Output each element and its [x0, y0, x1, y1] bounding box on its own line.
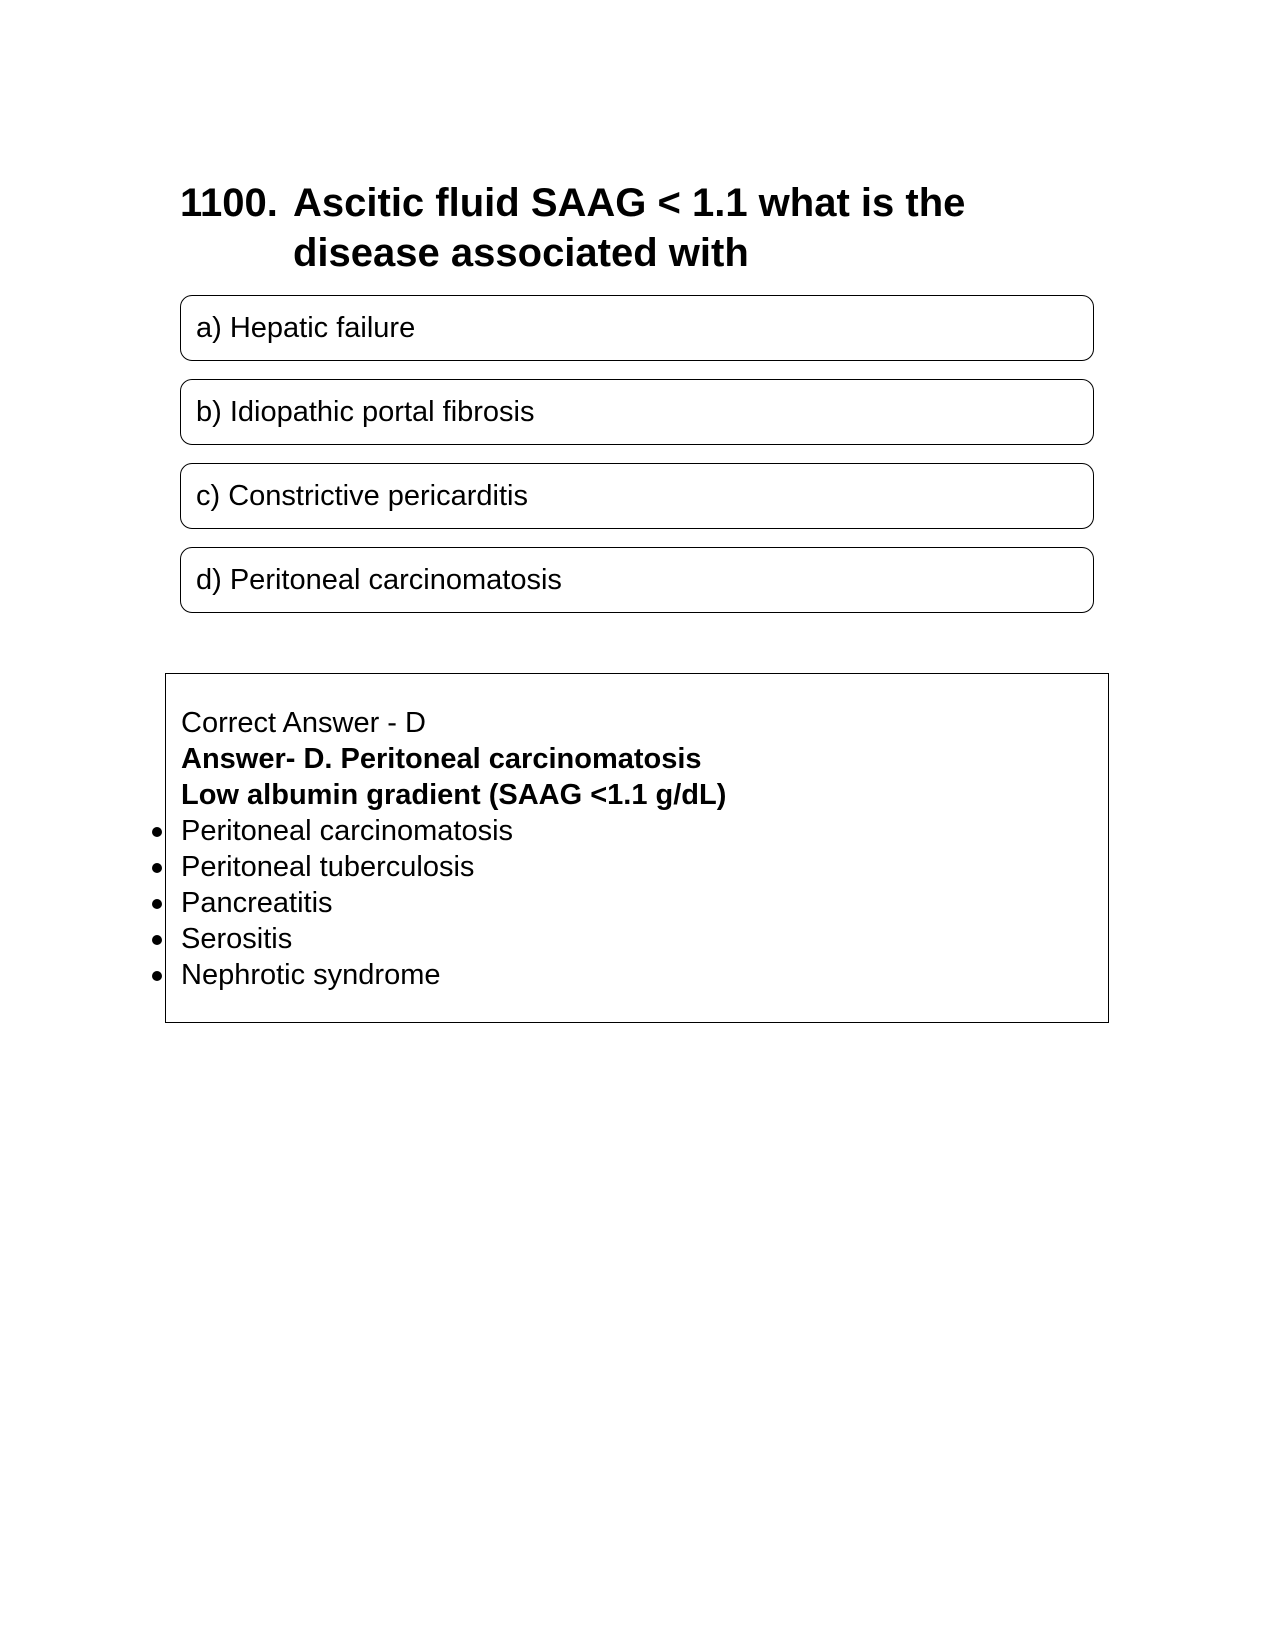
option-c[interactable]: c) Constrictive pericarditis — [180, 463, 1094, 529]
option-d[interactable]: d) Peritoneal carcinomatosis — [180, 547, 1094, 613]
answer-explanation — [181, 705, 726, 993]
list-item — [181, 957, 726, 993]
bullet-icon — [152, 899, 162, 909]
answer-heading: Answer- D. Peritoneal carcinomatosis — [181, 743, 702, 775]
list-item-text: Serositis — [181, 923, 293, 955]
question-heading — [180, 178, 1040, 278]
correct-answer-label: Correct Answer - D — [181, 707, 426, 739]
list-item-text: Peritoneal carcinomatosis — [181, 815, 514, 847]
list-item — [181, 849, 726, 885]
answer-subheading: Low albumin gradient (SAAG <1.1 g/dL) — [181, 779, 727, 811]
question-text: Ascitic fluid SAAG < 1.1 what is the disease associated with — [293, 181, 966, 275]
list-item — [181, 921, 726, 957]
bullet-icon — [152, 971, 162, 981]
question-number: 1100. — [180, 181, 278, 225]
bullet-icon — [152, 863, 162, 873]
list-item-text: Peritoneal tuberculosis — [181, 851, 475, 883]
list-item — [181, 813, 726, 849]
list-item-text: Pancreatitis — [181, 887, 333, 919]
option-a[interactable]: a) Hepatic failure — [180, 295, 1094, 361]
bullet-icon — [152, 827, 162, 837]
option-b[interactable]: b) Idiopathic portal fibrosis — [180, 379, 1094, 445]
list-item — [181, 885, 726, 921]
bullet-icon — [152, 935, 162, 945]
list-item-text: Nephrotic syndrome — [181, 959, 441, 991]
cause-list — [181, 813, 726, 993]
